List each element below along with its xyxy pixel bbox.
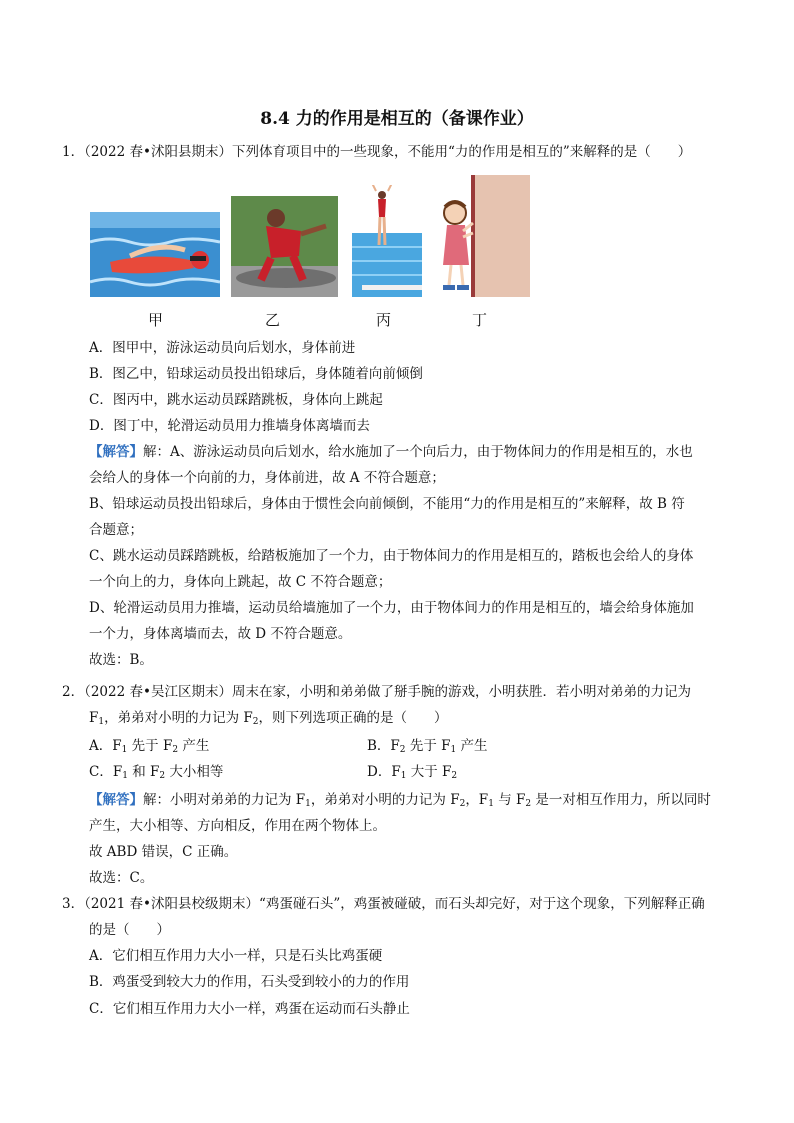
q2-option-d: D．$F_1$ 大于 $F_2$: [367, 764, 458, 781]
page-title: 8.4 力的作用是相互的（备课作业）: [260, 109, 534, 129]
q3-option-a: A．它们相互作用力大小一样，只是石头比鸡蛋硬: [89, 948, 383, 964]
q2-answer-line: 故 ABD 错误，C 正确。: [89, 844, 238, 860]
q3-option-c: C．它们相互作用力大小一样，鸡蛋在运动而石头静止: [89, 1001, 410, 1017]
q3-option-b: B．鸡蛋受到较大力的作用，石头受到较小的力的作用: [89, 974, 410, 990]
q1-answer-line: B、铅球运动员投出铅球后，身体由于惯性会向前倾倒，不能用“力的作用是相互的”来解释，故 B 符: [89, 496, 685, 512]
q2-answer-line: 【解答】解：小明对弟弟的力记为 $F_1$，弟弟对小明的力记为 $F_2$，$F_1$ 与 $F_2$ 是一对相互作用力，所以同时: [89, 792, 711, 809]
q2-option-a: A．$F_1$ 先于 $F_2$ 产生: [89, 738, 210, 755]
image-label-bing: 丙: [376, 311, 392, 329]
q1-answer-line: [89, 443, 693, 461]
q1-option-b: B．图乙中，铅球运动员投出铅球后，身体随着向前倾倒: [89, 366, 423, 382]
image-label-jia: 甲: [148, 311, 164, 329]
q2-stem-cont: $F_1$，弟弟对小明的力记为 $F_2$，则下列选项正确的是（ ）: [89, 710, 448, 727]
shot-put-image: [231, 196, 338, 297]
roller-skater-image: [435, 175, 530, 297]
q1-option-d: D．图丁中，轮滑运动员用力推墙身体离墙而去: [89, 418, 370, 434]
q1-final-answer: 故选：B。: [89, 652, 153, 668]
diving-image: [352, 185, 422, 297]
q3-stem-cont: 的是（ ）: [89, 922, 170, 938]
q2-final-answer: 故选：C。: [89, 870, 154, 886]
q1-answer-line: C、跳水运动员踩踏跳板，给踏板施加了一个力，由于物体间力的作用是相互的，踏板也会给人的身体: [89, 548, 694, 564]
image-label-yi: 乙: [265, 311, 281, 329]
image-label-ding: 丁: [472, 311, 488, 329]
q1-answer-line: 会给人的身体一个向前的力，身体前进，故 A 不符合题意；: [89, 470, 445, 486]
q1-answer-line: 一个力，身体离墙而去，故 D 不符合题意。: [89, 626, 352, 642]
q1-answer-line: D、轮滑运动员用力推墙，运动员给墙施加了一个力，由于物体间力的作用是相互的，墙会给身体施加: [89, 600, 694, 616]
q1-answer-text: 解：A、游泳运动员向后划水，给水施加了一个向后力，由于物体间力的作用是相互的，水也: [143, 444, 693, 460]
q3-stem: 3．（2021 春•沭阳县校级期末）“鸡蛋碰石头”，鸡蛋被碰破，而石头却完好，对于这个现象，下列解释正确: [62, 896, 705, 912]
q2-answer-line: 产生，大小相等、方向相反，作用在两个物体上。: [89, 818, 386, 834]
q1-answer-line: 一个向上的力，身体向上跳起，故 C 不符合题意；: [89, 574, 392, 590]
q1-answer-line: 合题意；: [89, 522, 143, 538]
answer-tag: 【解答】: [89, 444, 143, 460]
q2-stem: 2．（2022 春•吴江区期末）周末在家，小明和弟弟做了掰手腕的游戏，小明获胜．若小明对弟弟的力记为: [62, 684, 691, 700]
q1-option-c: C．图丙中，跳水运动员踩踏跳板，身体向上跳起: [89, 392, 383, 408]
q1-stem: 1．（2022 春•沭阳县期末）下列体育项目中的一些现象，不能用“力的作用是相互的”来解释的是（ ）: [62, 144, 692, 160]
answer-tag: 【解答】: [89, 792, 143, 808]
q1-option-a: A．图甲中，游泳运动员向后划水，身体前进: [89, 340, 356, 356]
q2-option-c: C．$F_1$ 和 $F_2$ 大小相等: [89, 764, 224, 781]
swimmer-image: [90, 212, 220, 297]
q2-option-b: B．$F_2$ 先于 $F_1$ 产生: [367, 738, 488, 755]
